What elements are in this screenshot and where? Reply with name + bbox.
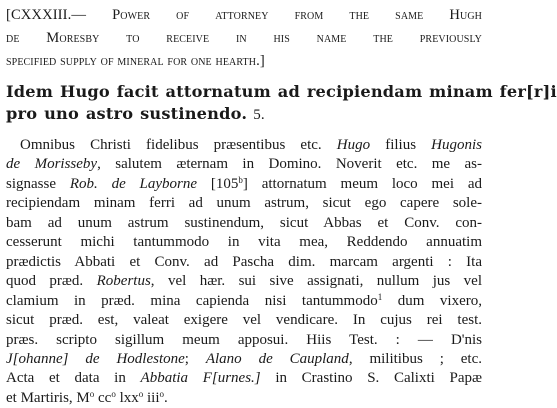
- footnote-marker: 1: [377, 291, 383, 302]
- body-line: cesserunt michi tantummodo in vita mea, Reddendo annuatim: [6, 234, 482, 251]
- rubric-text: pro uno astro sustinendo.: [6, 104, 248, 123]
- name-italic: J[ohanne] de Hodlestone: [6, 350, 185, 367]
- name-italic: de Morisseby: [6, 156, 98, 173]
- body-line: clamium in præd. mina capienda nisi tantummodo$^1$ dum vixero,: [6, 291, 482, 309]
- body-line: recipiendam minam ferri ad unum astrum, sicut ego capere sole-: [6, 195, 482, 212]
- charter-body: [6, 136, 482, 408]
- body-line: J[ohanne] de Hodlestone; Alano de Caupland, militibus ; etc.: [6, 350, 483, 367]
- heading-number: [CXXXIII.—: [6, 7, 113, 23]
- name-italic: Hugonis: [431, 137, 482, 153]
- rubric-line: Idem Hugo facit attornatum ad recipiendam minam fer[r]i: [6, 82, 557, 101]
- name-italic: Alano de Caupland: [205, 350, 349, 367]
- rubric-line: [6, 103, 482, 126]
- heading-line: [6, 27, 482, 50]
- body-line: Acta et data in Abbatia F[urnes.] in Crastino S. Calixti Papæ: [6, 370, 482, 387]
- body-line: prædictis Abbati et Conv. ad Pascha dim. marcam argenti : Ita: [6, 253, 482, 270]
- body-line: quod præd. Robertus, vel hær. sui sive assignati, nullum jus vel: [6, 273, 482, 290]
- heading-text: specified supply of mineral for one hearth.: [6, 53, 260, 69]
- body-line: bam ad unum astrum sustinendum, sicut Abbas et Conv. con-: [6, 214, 482, 231]
- blackletter-rubric: [6, 81, 557, 126]
- charter-heading: [6, 4, 482, 73]
- name-italic: Robertus: [96, 273, 151, 290]
- heading-line: [6, 4, 482, 27]
- heading-line: [6, 50, 482, 73]
- body-line: Omnibus Christi fidelibus præsentibus etc. Hugo filius Hugonis: [20, 137, 482, 153]
- name-italic: Rob. de Layborne: [69, 175, 198, 192]
- heading-text: de Moresby to receive in his name the previously: [6, 30, 482, 46]
- name-italic: Hugo: [336, 137, 371, 153]
- heading-text: Power of attorney from the same Hugh: [112, 7, 482, 23]
- document-page: [6, 4, 557, 408]
- body-line: de Morisseby, salutem æternam in Domino. Noverit etc. me as-: [6, 156, 482, 173]
- body-line: sicut præd. est, valeat exigere vel vendicare. In cujus rei test.: [6, 312, 482, 329]
- folio-superscript: b: [238, 174, 243, 185]
- body-line: signasse Rob. de Layborne [105$^b$] attornatum meum loco mei ad: [6, 174, 482, 192]
- rubric-number: 5.: [253, 107, 265, 123]
- body-line: præs. scripto sigillum meum apposui. Hiis Test. : — D'nis: [6, 331, 482, 348]
- place-italic: Abbatia F[urnes.]: [140, 370, 261, 387]
- body-line: et Martiris, $M^o$ $cc^o$ lxx$^o$ iii$^o$.: [6, 388, 168, 406]
- heading-bracket: ]: [259, 53, 265, 69]
